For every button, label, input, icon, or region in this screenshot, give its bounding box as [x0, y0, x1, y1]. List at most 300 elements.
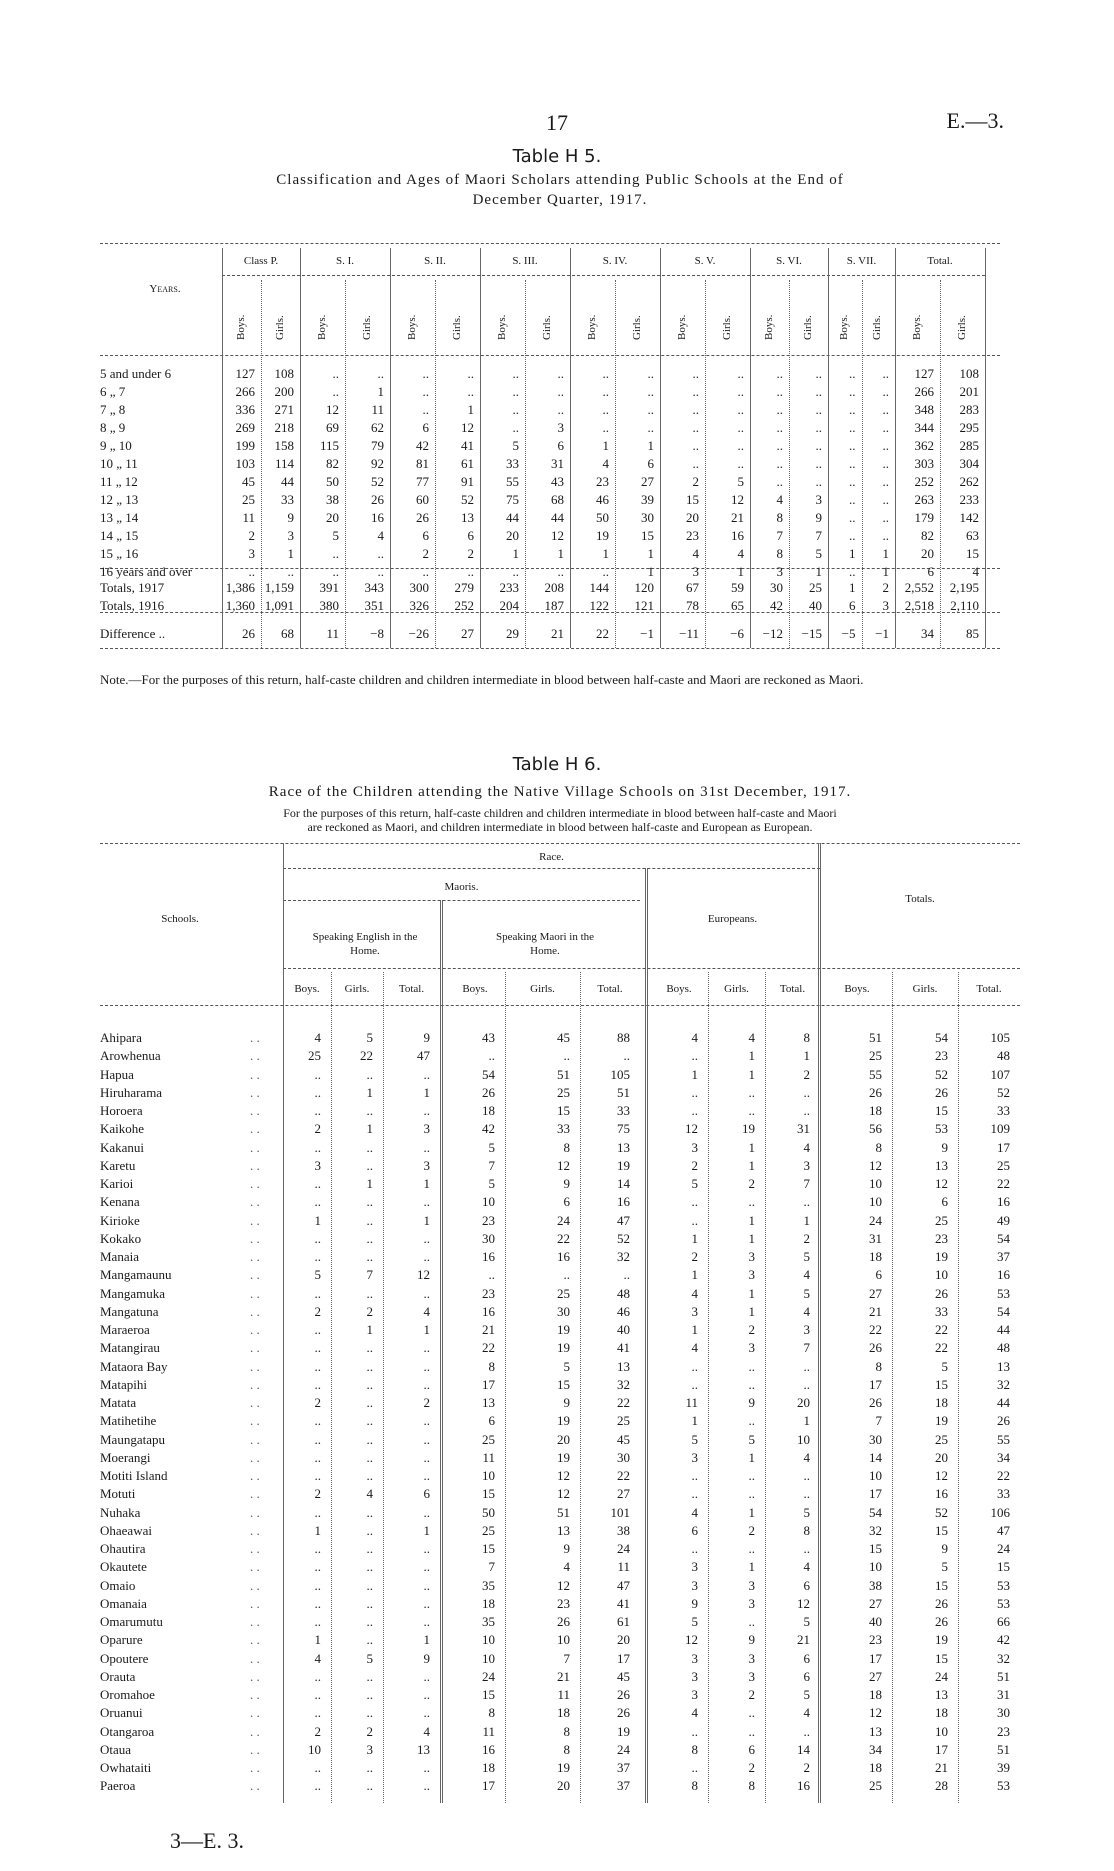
table-h5-subtitle-2: December Quarter, 1917. [472, 192, 648, 208]
h5-cell: 62 [371, 420, 384, 435]
h6-cell: 3 [748, 1267, 755, 1283]
h5-cell: .. [815, 402, 822, 417]
h6-cell: 34 [869, 1741, 882, 1757]
h6-cell: 15 [935, 1522, 948, 1538]
h5-cell: 1 [512, 546, 519, 561]
h6-cell: 6 [748, 1741, 755, 1757]
h6-cell: 3 [691, 1559, 698, 1575]
h5-cell: .. [849, 402, 856, 417]
h5-row-label: 15 „ 16 [100, 546, 139, 561]
h6-cell: 16 [617, 1194, 630, 1210]
h6-cell: 22 [935, 1340, 948, 1356]
h5-cell: 122 [589, 598, 609, 613]
h5-cell: 4 [776, 492, 783, 507]
h6-cell: 37 [617, 1760, 630, 1775]
h6-cell: 14 [869, 1449, 882, 1465]
h6-cell: 44 [997, 1322, 1010, 1337]
h5-cell: 1 [602, 438, 609, 453]
h6-cell: .. [366, 1376, 373, 1392]
h6-cell: 26 [617, 1687, 630, 1702]
h6-cell: 4 [803, 1267, 810, 1283]
h5-class-header: S. VII. [846, 255, 877, 267]
h5-cell: .. [512, 366, 519, 381]
h6-cell: 5 [488, 1176, 495, 1191]
h5-cell: .. [557, 366, 564, 381]
h5-cell: 6 [467, 528, 474, 543]
h5-cell: .. [776, 420, 783, 435]
h6-cell: .. [366, 1541, 373, 1556]
h5-cell: 79 [371, 438, 384, 453]
h5-row-label: 12 „ 13 [100, 492, 139, 507]
h5-cell: 2,552 [904, 580, 934, 595]
h6-cell: 13 [935, 1687, 948, 1702]
h6-cell: .. [314, 1778, 321, 1794]
h5-cell: −5 [841, 626, 856, 641]
h5-cell: .. [815, 420, 822, 435]
h5-cell: .. [737, 420, 744, 435]
h5-cell: 1 [815, 564, 822, 579]
h5-cell: 1 [602, 546, 609, 561]
h6-cell: 19 [557, 1413, 570, 1429]
h6-cell: 19 [557, 1340, 570, 1356]
h5-cell: 15 [641, 528, 654, 543]
table-h6-intro-2: are reckoned as Maori, and children intermediate in blood between half-caste and European as European. [307, 820, 813, 834]
h5-cell: 2,110 [950, 598, 979, 613]
h5-cell: 29 [506, 626, 519, 641]
h6-cell: .. [314, 1376, 321, 1392]
h6-cell: 11 [482, 1449, 495, 1465]
h6-cell: 13 [617, 1139, 630, 1155]
h6-cell: .. [314, 1139, 321, 1155]
h6-maoris-header: Maoris. [444, 881, 479, 893]
h6-cell: 6 [691, 1522, 698, 1538]
h5-cell: −6 [730, 626, 744, 641]
h6-cell: 2 [803, 1230, 810, 1246]
h6-cell: 3 [691, 1577, 698, 1593]
h6-cell: 30 [617, 1449, 630, 1465]
h5-cell: .. [422, 384, 429, 399]
h5-cell: .. [467, 564, 474, 579]
h5-cell: 55 [506, 474, 519, 489]
h6-cell: 2 [314, 1121, 321, 1137]
h6-cell: 13 [869, 1723, 882, 1739]
h6-cell: .. [423, 1687, 430, 1702]
h6-school-name: Manaia [100, 1249, 139, 1264]
h6-leader-dots: . . [250, 1194, 260, 1210]
h5-cell: 4 [602, 456, 609, 471]
h6-leader-dots: . . [250, 1322, 260, 1337]
h5-cell: .. [882, 402, 889, 417]
h5-cell: 30 [770, 580, 783, 595]
h6-cell: 31 [797, 1121, 810, 1137]
h6-cell: 1 [423, 1632, 430, 1648]
h6-cell: .. [366, 1066, 373, 1082]
h6-cell: 10 [482, 1650, 495, 1666]
h5-cell: 9 [287, 510, 294, 525]
h6-cell: .. [691, 1468, 698, 1483]
h5-cell: 1 [849, 546, 856, 561]
h5-cell: 42 [770, 598, 783, 613]
h6-cell: 2 [314, 1723, 321, 1739]
h6-cell: 15 [935, 1103, 948, 1118]
h5-cell: 3 [882, 598, 889, 613]
h6-leader-dots: . . [250, 1687, 260, 1702]
h5-cell: 115 [319, 438, 339, 453]
h5-cell: 2 [467, 546, 474, 561]
h5-cell: .. [692, 366, 699, 381]
h6-cell: .. [691, 1194, 698, 1210]
h6-leader-dots: . . [250, 1504, 260, 1520]
h6-cell: 21 [482, 1322, 495, 1337]
h5-cell: .. [776, 438, 783, 453]
h6-cell: .. [314, 1340, 321, 1356]
h5-cell: .. [647, 420, 654, 435]
h6-sub-header: Boys. [462, 983, 488, 995]
h6-cell: .. [366, 1157, 373, 1173]
h6-cell: 9 [941, 1139, 948, 1155]
h5-cell: 4 [377, 528, 384, 543]
h6-cell: 18 [557, 1705, 570, 1721]
h6-cell: 53 [997, 1577, 1010, 1593]
h6-cell: 24 [869, 1212, 882, 1228]
h6-school-name: Mangamaunu [100, 1267, 172, 1283]
h6-cell: 3 [691, 1668, 698, 1684]
h6-cell: 32 [997, 1650, 1010, 1666]
h5-cell: 16 [371, 510, 384, 525]
h6-cell: 34 [997, 1449, 1010, 1465]
h6-cell: 25 [482, 1431, 495, 1447]
h5-cell: .. [377, 564, 384, 579]
h5-cell: 252 [914, 474, 934, 489]
h6-cell: .. [748, 1614, 755, 1629]
h6-cell: 8 [803, 1522, 810, 1538]
h6-cell: .. [314, 1705, 321, 1721]
h5-cell: 2,518 [904, 598, 934, 613]
h5-cell: 15 [686, 492, 699, 507]
h6-cell: .. [366, 1687, 373, 1702]
h6-cell: 16 [482, 1303, 495, 1319]
h5-cell: 271 [274, 402, 294, 417]
h6-cell: 18 [869, 1103, 882, 1118]
h5-cell: 34 [921, 626, 934, 641]
h6-cell: 10 [308, 1741, 321, 1757]
h5-cell: .. [882, 474, 889, 489]
h5-cell: 343 [364, 580, 384, 595]
h6-leader-dots: . . [250, 1084, 260, 1100]
h6-school-name: Kakanui [100, 1139, 145, 1155]
h6-cell: 53 [997, 1595, 1010, 1611]
h5-boys-header: Boys. [837, 314, 850, 340]
h6-cell: 45 [617, 1431, 630, 1447]
h6-cell: 45 [617, 1668, 630, 1684]
h6-cell: .. [691, 1103, 698, 1118]
h6-cell: 53 [997, 1285, 1010, 1301]
h6-cell: 26 [482, 1084, 495, 1100]
h5-cell: .. [882, 528, 889, 543]
h6-cell: 32 [617, 1249, 630, 1264]
h6-cell: 1 [314, 1632, 321, 1648]
h6-cell: 25 [997, 1157, 1010, 1173]
h6-cell: 32 [869, 1522, 882, 1538]
h5-cell: .. [692, 402, 699, 417]
h5-class-header: S. III. [512, 255, 538, 267]
h5-cell: .. [692, 384, 699, 399]
h6-cell: 18 [482, 1760, 495, 1775]
h5-cell: .. [422, 402, 429, 417]
table-h5-note: Note.—For the purposes of this return, half-caste children and children intermediate in blood between half-caste and Maori are reckoned as Maori. [100, 672, 864, 687]
h6-cell: 10 [869, 1194, 882, 1210]
h6-cell: .. [423, 1139, 430, 1155]
h6-cell: 33 [997, 1103, 1010, 1118]
h5-col-rule [985, 248, 986, 648]
h5-cell: .. [557, 564, 564, 579]
h6-cell: 25 [308, 1048, 321, 1064]
h6-cell: 50 [482, 1504, 495, 1520]
h6-cell: .. [366, 1249, 373, 1264]
h5-cell: .. [737, 384, 744, 399]
h6-sub-header: Total. [976, 983, 1002, 995]
h6-cell: .. [314, 1358, 321, 1374]
h6-cell: 1 [748, 1139, 755, 1155]
h5-cell: 269 [235, 420, 255, 435]
h6-cell: 23 [557, 1595, 570, 1611]
h6-cell: 5 [563, 1358, 570, 1374]
h6-cell: 88 [617, 1030, 630, 1045]
h6-cell: .. [748, 1705, 755, 1721]
h6-cell: .. [748, 1376, 755, 1392]
h5-cell: .. [332, 384, 339, 399]
h5-cell: .. [557, 384, 564, 399]
h6-cell: .. [366, 1103, 373, 1118]
h6-cell: 15 [935, 1376, 948, 1392]
h6-cell: 19 [557, 1449, 570, 1465]
h5-cell: 108 [274, 366, 294, 381]
h6-cell: 27 [869, 1668, 882, 1684]
h6-cell: 33 [997, 1486, 1010, 1502]
h6-cell: 10 [869, 1176, 882, 1191]
h6-school-name: Kirioke [100, 1212, 140, 1228]
h6-cell: 10 [869, 1468, 882, 1483]
h5-cell: −15 [801, 626, 822, 641]
h6-cell: .. [748, 1541, 755, 1556]
h6-cell: .. [423, 1559, 430, 1575]
h6-cell: 12 [685, 1632, 698, 1648]
h5-cell: 2 [248, 528, 255, 543]
h6-cell: .. [314, 1614, 321, 1629]
h6-cell: .. [366, 1577, 373, 1593]
h5-cell: 31 [551, 456, 564, 471]
h6-school-name: Horoera [100, 1103, 143, 1118]
h6-cell: .. [748, 1413, 755, 1429]
h5-cell: 13 [461, 510, 474, 525]
h5-cell: 121 [634, 598, 654, 613]
h6-cell: 21 [797, 1632, 810, 1648]
h6-cell: .. [366, 1431, 373, 1447]
h6-cell: .. [488, 1267, 495, 1283]
h6-cell: 47 [617, 1212, 630, 1228]
h6-cell: 2 [748, 1522, 755, 1538]
h6-europeans-header: Europeans. [707, 913, 758, 925]
h6-cell: .. [423, 1340, 430, 1356]
h6-cell: .. [748, 1486, 755, 1502]
h6-cell: .. [691, 1212, 698, 1228]
h5-cell: 22 [596, 626, 609, 641]
h5-cell: .. [512, 402, 519, 417]
h6-cell: .. [423, 1760, 430, 1775]
h6-cell: 26 [869, 1395, 882, 1410]
h6-cell: 22 [935, 1322, 948, 1337]
h6-school-name: Ahipara [100, 1030, 142, 1045]
h6-cell: 26 [869, 1084, 882, 1100]
h6-cell: 20 [935, 1449, 948, 1465]
h5-cell: 208 [544, 580, 564, 595]
h6-cell: .. [691, 1358, 698, 1374]
h6-cell: 8 [691, 1778, 698, 1794]
h6-cell: 109 [990, 1121, 1010, 1137]
h5-row-label: 10 „ 11 [100, 456, 138, 471]
h6-cell: .. [803, 1194, 810, 1210]
h6-cell: 7 [366, 1267, 373, 1283]
h6-cell: 17 [617, 1650, 630, 1666]
h5-cell: 262 [959, 474, 979, 489]
h6-cell: 30 [557, 1303, 570, 1319]
h6-sub-header: Girls. [724, 983, 749, 995]
h6-cell: 49 [997, 1212, 1010, 1228]
h5-cell: 61 [461, 456, 474, 471]
h5-cell: 1 [557, 546, 564, 561]
h5-cell: 60 [416, 492, 429, 507]
h6-school-name: Maungatapu [100, 1431, 165, 1447]
h6-cell: 7 [803, 1340, 810, 1356]
h5-cell: 2 [422, 546, 429, 561]
h6-school-name: Ohaeawai [100, 1522, 152, 1538]
h6-cell: 17 [482, 1376, 495, 1392]
h6-cell: .. [488, 1048, 495, 1064]
h6-cell: 47 [417, 1048, 430, 1064]
h6-school-name: Nuhaka [100, 1504, 141, 1520]
h6-cell: 4 [748, 1030, 755, 1045]
table-h6-title: Table H 6. [512, 754, 602, 775]
h6-cell: .. [366, 1449, 373, 1465]
h6-sub-header: Boys. [666, 983, 692, 995]
h6-cell: .. [803, 1084, 810, 1100]
h6-cell: .. [366, 1230, 373, 1246]
h5-cell: 1 [647, 438, 654, 453]
h5-cell: −8 [370, 626, 384, 641]
h5-cell: 44 [551, 510, 564, 525]
h5-cell: .. [692, 456, 699, 471]
h6-cell: 66 [997, 1614, 1010, 1629]
h5-cell: 6 [422, 528, 429, 543]
h5-cell: .. [332, 564, 339, 579]
h6-cell: 22 [360, 1048, 373, 1064]
h6-cell: .. [423, 1614, 430, 1629]
h5-cell: .. [882, 438, 889, 453]
h6-cell: 7 [803, 1176, 810, 1191]
h6-cell: .. [366, 1614, 373, 1629]
h5-class-header: Total. [927, 255, 953, 267]
h6-rule-race [283, 868, 820, 869]
h6-cell: 1 [423, 1212, 430, 1228]
h6-cell: 8 [803, 1030, 810, 1045]
h5-cell: .. [849, 420, 856, 435]
h6-cell: 12 [935, 1468, 948, 1483]
h6-cell: 1 [314, 1212, 321, 1228]
h6-cell: 105 [610, 1066, 630, 1082]
h6-cell: 18 [869, 1249, 882, 1264]
h5-cell: 20 [506, 528, 519, 543]
h6-cell: 15 [935, 1577, 948, 1593]
h6-cell: .. [423, 1376, 430, 1392]
h6-cell: 61 [617, 1614, 630, 1629]
h5-cell: .. [647, 402, 654, 417]
h5-cell: 44 [281, 474, 294, 489]
h6-cell: 4 [691, 1030, 698, 1045]
h6-cell: 10 [935, 1723, 948, 1739]
h6-cell: 35 [482, 1614, 495, 1629]
page-footer: 3—E. 3. [170, 1828, 244, 1853]
h6-sub-header: Boys. [294, 983, 320, 995]
h5-cell: 336 [235, 402, 255, 417]
h6-cell: 15 [997, 1559, 1010, 1575]
h6-school-name: Oparure [100, 1632, 143, 1648]
h5-cell: .. [422, 366, 429, 381]
h6-cell: 33 [557, 1121, 570, 1137]
h6-cell: 9 [941, 1541, 948, 1556]
h5-cell: 300 [409, 580, 429, 595]
h5-cell: 21 [731, 510, 744, 525]
table-h6-subtitle: Race of the Children attending the Native Village Schools on 31st December, 1917. [268, 784, 852, 800]
h6-cell: 2 [314, 1395, 321, 1410]
h6-cell: .. [423, 1413, 430, 1429]
h6-cell: 17 [869, 1376, 882, 1392]
h6-cell: 4 [314, 1030, 321, 1045]
h6-cell: 9 [748, 1395, 755, 1410]
h6-cell: 6 [563, 1194, 570, 1210]
h6-cell: 5 [803, 1687, 810, 1702]
h6-cell: 26 [935, 1614, 948, 1629]
h5-cell: 67 [686, 580, 699, 595]
h6-school-name: Otaua [100, 1741, 132, 1757]
h5-cell: 2 [882, 580, 889, 595]
h6-leader-dots: . . [250, 1650, 260, 1666]
h6-sub-header: Girls. [344, 983, 370, 995]
h5-cell: 9 [815, 510, 822, 525]
h5-cell: −26 [408, 626, 429, 641]
h5-cell: 6 [557, 438, 564, 453]
h6-cell: .. [423, 1230, 430, 1246]
h6-cell: 1 [748, 1230, 755, 1246]
h6-cell: .. [366, 1632, 373, 1648]
h5-cell: 1 [849, 580, 856, 595]
page-reference: E.—3. [946, 108, 1004, 133]
h6-cell: .. [423, 1194, 430, 1210]
h6-totals-header: Totals. [905, 893, 935, 905]
h5-cell: 20 [686, 510, 699, 525]
h6-school-name: Okautete [100, 1559, 147, 1575]
h6-cell: 1 [423, 1522, 430, 1538]
h5-cell: 43 [551, 474, 564, 489]
h6-cell: .. [314, 1285, 321, 1301]
h6-cell: 4 [803, 1303, 810, 1319]
h6-cell: 12 [557, 1157, 570, 1173]
h6-cell: .. [691, 1084, 698, 1100]
h6-cell: 1 [748, 1504, 755, 1520]
h6-cell: 24 [617, 1541, 630, 1556]
h5-cell: 50 [326, 474, 339, 489]
h6-cell: 15 [482, 1486, 495, 1502]
h5-boys-header: Boys. [585, 314, 598, 340]
